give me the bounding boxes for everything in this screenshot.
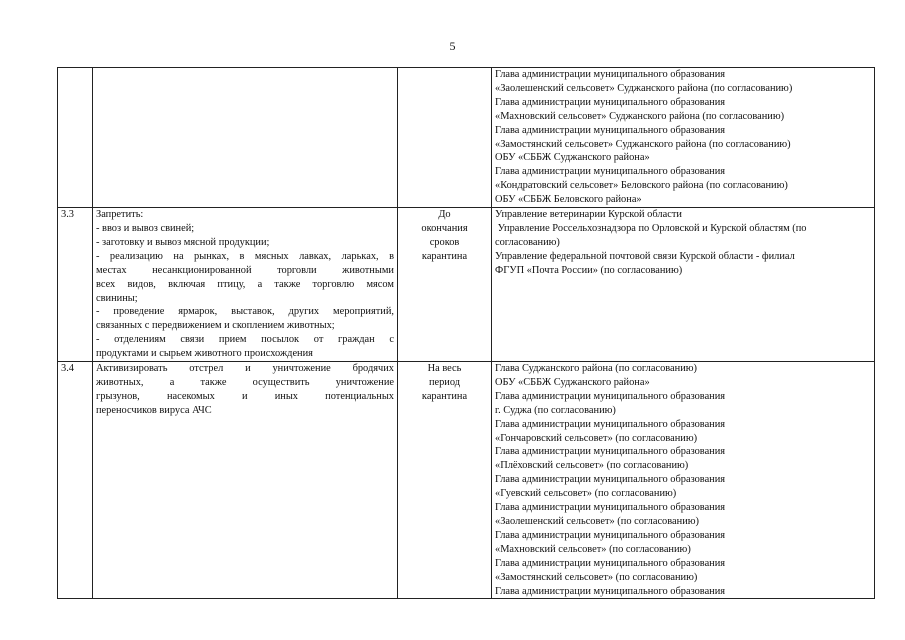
measure-line: местах несанкционированной торговли животными [96,264,394,276]
responsible-line: Глава Суджанского района (по согласованию) [495,363,697,375]
table-row [58,68,875,208]
responsible-line: Глава администрации муниципального образования [495,418,726,430]
responsible-line: ФГУП «Почта России» (по согласованию) [495,264,683,276]
measure-line: - реализацию на рынках, в мясных лавках, ларьках, в [96,250,394,262]
responsible-line: Глава администрации муниципального образования [495,585,726,597]
measure-line: Активизировать отстрел и уничтожение бродячих [96,363,394,375]
responsible-cell [492,362,875,599]
responsible-line: ОБУ «СББЖ Беловского района» [495,194,642,206]
responsible-line: Глава администрации муниципального образования [495,96,726,108]
term-line: До [438,209,451,221]
term-line: окончания [421,222,468,234]
measure-line: грызунов, насекомых и иных потенциальных [96,390,394,402]
measure-line: связанных с передвижением и скоплением животных; [96,320,335,332]
item-number: 3.3 [58,208,93,362]
measure-line: продуктами и сырьем животного происхождения [96,348,313,360]
measure-line: - проведение ярмарок, выставок, других мероприятий, [96,306,394,318]
term-line: На весь [427,363,462,375]
responsible-cell [492,208,875,362]
responsible-line: Глава администрации муниципального образования [495,69,726,80]
measure-line: - ввоз и вывоз свиней; [96,222,195,234]
responsible-line: Глава администрации муниципального образования [495,390,726,402]
responsible-line: «Махновский сельсовет» (по согласованию) [495,543,691,555]
term-line: период [428,376,461,388]
measure-line: свинины; [96,292,138,304]
responsible-line: Управление ветеринарии Курской области [495,209,682,221]
responsible-line: г. Суджа (по согласованию) [495,404,616,416]
table-row [58,208,875,362]
responsible-line: Глава администрации муниципального образования [495,124,726,136]
measure-cell [93,208,398,362]
responsible-line: ОБУ «СББЖ Суджанского района» [495,152,650,164]
responsible-line: «Гуевский сельсовет» (по согласованию) [495,488,677,500]
term-cell [398,68,492,208]
measure-line: - заготовку и вывоз мясной продукции; [96,236,270,248]
responsible-line: Управление Россельхознадзора по Орловской и Курской областям (по [495,222,807,234]
responsible-line: Глава администрации муниципального образования [495,474,726,486]
measure-line: животных, а также осуществить уничтожение [96,376,394,388]
term-cell [398,362,492,599]
responsible-line: «Заолешенский сельсовет» (по согласованию) [495,516,699,527]
item-number: 3.4 [58,362,93,599]
measure-line: всех видов, включая птицу, а также торговлю мясом [96,278,394,290]
term-line: карантина [421,390,468,402]
responsible-cell [492,68,875,208]
responsible-line: Управление федеральной почтовой связи Курской области - филиал [495,250,795,262]
responsible-line: Глава администрации муниципального образования [495,166,726,178]
responsible-line: Глава администрации муниципального образования [495,529,726,541]
term-line: карантина [421,250,468,262]
item-number [58,68,93,208]
term-cell [398,208,492,362]
responsible-line: Глава администрации муниципального образования [495,557,726,569]
responsible-line: «Махновский сельсовет» Суджанского района (по согласованию) [495,110,785,122]
measure-cell [93,68,398,208]
measure-cell [93,362,398,599]
measures-table [57,67,875,599]
measure-line: переносчиков вируса АЧС [96,404,212,416]
responsible-line: «Заолешенский сельсовет» Суджанского района (по согласованию) [495,82,793,94]
responsible-line: согласованию) [495,236,560,248]
measure-line: Запретить: [96,209,144,221]
responsible-line: «Замостянский сельсовет» Суджанского района (по согласованию) [495,138,791,150]
responsible-line: «Плёховский сельсовет» (по согласованию) [495,460,689,472]
term-line: сроков [429,236,460,248]
responsible-line: «Замостянский сельсовет» (по согласованию) [495,571,698,583]
measure-line: - отделениям связи прием посылок от граждан с [96,334,394,346]
page-number: 5 [449,39,456,53]
responsible-line: Глава администрации муниципального образования [495,502,726,514]
responsible-line: «Кондратовский сельсовет» Беловского района (по согласованию) [495,180,788,192]
responsible-line: «Гончаровский сельсовет» (по согласованию) [495,432,698,444]
responsible-line: Глава администрации муниципального образования [495,446,726,458]
table-row [58,362,875,599]
responsible-line: ОБУ «СББЖ Суджанского района» [495,376,650,388]
